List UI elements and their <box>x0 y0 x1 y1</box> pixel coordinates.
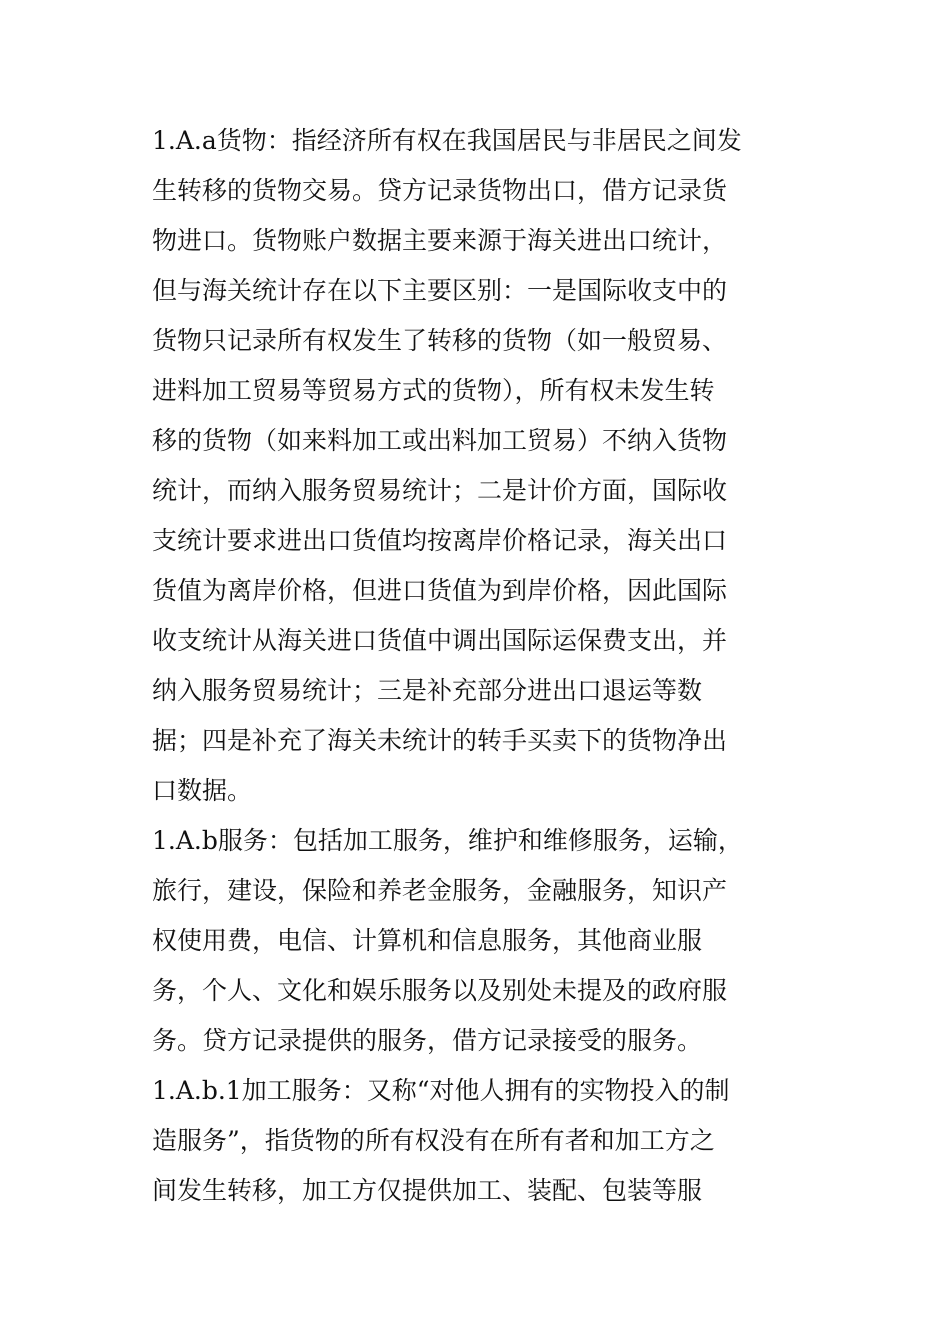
text-line: 1.A.b.1加工服务：又称“对他人拥有的实物投入的制 <box>152 1076 730 1105</box>
text-line: 1.A.a货物：指经济所有权在我国居民与非居民之间发 <box>152 126 742 155</box>
text-line: 物进口。货物账户数据主要来源于海关进出口统计， <box>152 226 728 255</box>
text-line: 间发生转移，加工方仅提供加工、装配、包装等服 <box>152 1176 703 1205</box>
text-line: 货值为离岸价格，但进口货值为到岸价格，因此国际 <box>152 576 728 605</box>
text-line: 口数据。 <box>152 776 253 805</box>
text-line: 务，个人、文化和娱乐服务以及别处未提及的政府服 <box>152 976 728 1005</box>
text-line: 造服务”，指货物的所有权没有在所有者和加工方之 <box>152 1126 715 1155</box>
text-line: 统计，而纳入服务贸易统计；二是计价方面，国际收 <box>152 476 728 505</box>
text-line: 纳入服务贸易统计；三是补充部分进出口退运等数 <box>152 676 703 705</box>
text-line: 移的货物（如来料加工或出料加工贸易）不纳入货物 <box>152 426 728 455</box>
text-line: 务。贷方记录提供的服务，借方记录接受的服务。 <box>152 1026 703 1055</box>
text-line: 进料加工贸易等贸易方式的货物），所有权未发生转 <box>152 376 715 405</box>
text-line: 1.A.b服务：包括加工服务，维护和维修服务，运输， <box>152 826 743 855</box>
text-line: 收支统计从海关进口货值中调出国际运保费支出，并 <box>152 626 728 655</box>
text-line: 支统计要求进出口货值均按离岸价格记录，海关出口 <box>152 526 728 555</box>
document-body <box>152 116 812 1216</box>
text-line: 但与海关统计存在以下主要区别：一是国际收支中的 <box>152 276 728 305</box>
text-line: 权使用费，电信、计算机和信息服务，其他商业服 <box>152 926 703 955</box>
text-line: 旅行，建设，保险和养老金服务，金融服务，知识产 <box>152 876 728 905</box>
text-line: 生转移的货物交易。贷方记录货物出口，借方记录货 <box>152 176 728 205</box>
text-line: 货物只记录所有权发生了转移的货物（如一般贸易、 <box>152 326 728 355</box>
text-line: 据；四是补充了海关未统计的转手买卖下的货物净出 <box>152 726 728 755</box>
